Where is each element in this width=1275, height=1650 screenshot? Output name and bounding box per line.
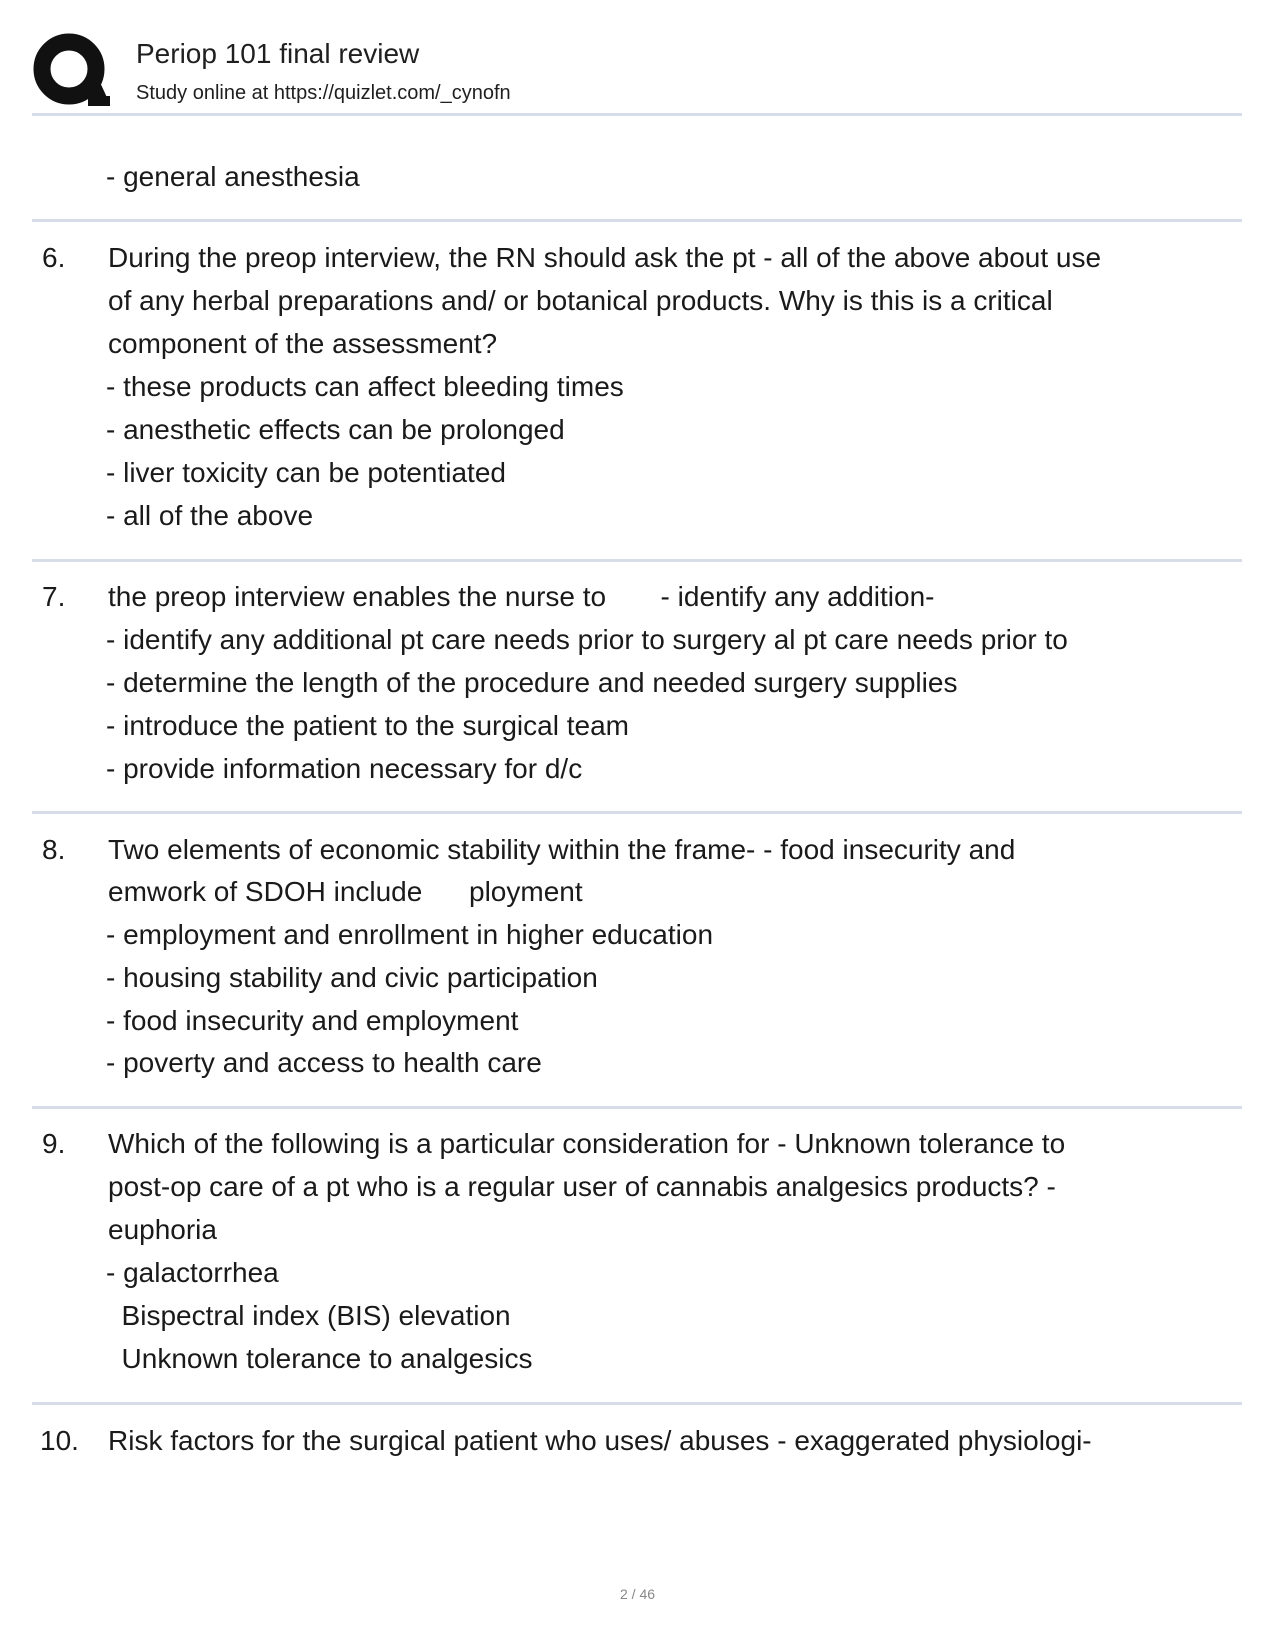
card-divider [32, 811, 1242, 814]
answer-option: - employment and enrollment in higher education [106, 919, 714, 950]
card-divider [32, 1402, 1242, 1405]
card-line: the preop interview enables the nurse to - identify any addition- [108, 581, 935, 612]
answer-option: - housing stability and civic participation [106, 962, 598, 993]
page-number: 2 / 46 [619, 1586, 656, 1602]
card-divider [32, 559, 1242, 562]
answer-option: Bispectral index (BIS) elevation [106, 1300, 511, 1331]
card-line: emwork of SDOH include ployment [108, 876, 583, 907]
answer-option: Unknown tolerance to analgesics [106, 1343, 533, 1374]
continued-answer-line: - general anesthesia [106, 161, 360, 192]
answer-option: - food insecurity and employment [106, 1005, 519, 1036]
card-number: 6. [42, 242, 66, 273]
quizlet-logo-icon [32, 30, 112, 112]
study-link[interactable]: Study online at https://quizlet.com/_cynofn [136, 82, 511, 104]
card-line: Two elements of economic stability within the frame- - food insecurity and [108, 834, 1016, 865]
card-line: euphoria [108, 1214, 217, 1245]
answer-option: - identify any additional pt care needs prior to surgery al pt care needs prior to [106, 624, 1068, 655]
card-line: Which of the following is a particular consideration for - Unknown tolerance to [108, 1128, 1066, 1159]
page-title: Periop 101 final review [136, 38, 420, 69]
card-number: 7. [42, 581, 66, 612]
card-line: During the preop interview, the RN should ask the pt - all of the above about use [108, 242, 1102, 273]
card-number: 8. [42, 834, 66, 865]
answer-option: - liver toxicity can be potentiated [106, 457, 506, 488]
page-header [32, 30, 1242, 120]
answer-option: - provide information necessary for d/c [106, 753, 583, 784]
card-divider [32, 1106, 1242, 1109]
card-line: of any herbal preparations and/ or botanical products. Why is this is a critical [108, 285, 1053, 316]
answer-option: - these products can affect bleeding times [106, 371, 624, 402]
card-number: 9. [42, 1128, 66, 1159]
card-number: 10. [40, 1425, 79, 1456]
answer-option: - introduce the patient to the surgical team [106, 710, 629, 741]
answer-option: - poverty and access to health care [106, 1047, 542, 1078]
card-line: component of the assessment? [108, 328, 498, 359]
answer-option: - all of the above [106, 500, 314, 531]
card-line: post-op care of a pt who is a regular user of cannabis analgesics products? - [108, 1171, 1056, 1202]
card-divider [32, 219, 1242, 222]
answer-option: - galactorrhea [106, 1257, 279, 1288]
card-line: Risk factors for the surgical patient who uses/ abuses - exaggerated physiologi- [108, 1425, 1092, 1456]
header-divider [32, 113, 1242, 116]
answer-option: - determine the length of the procedure and needed surgery supplies [106, 667, 958, 698]
answer-option: - anesthetic effects can be prolonged [106, 414, 565, 445]
